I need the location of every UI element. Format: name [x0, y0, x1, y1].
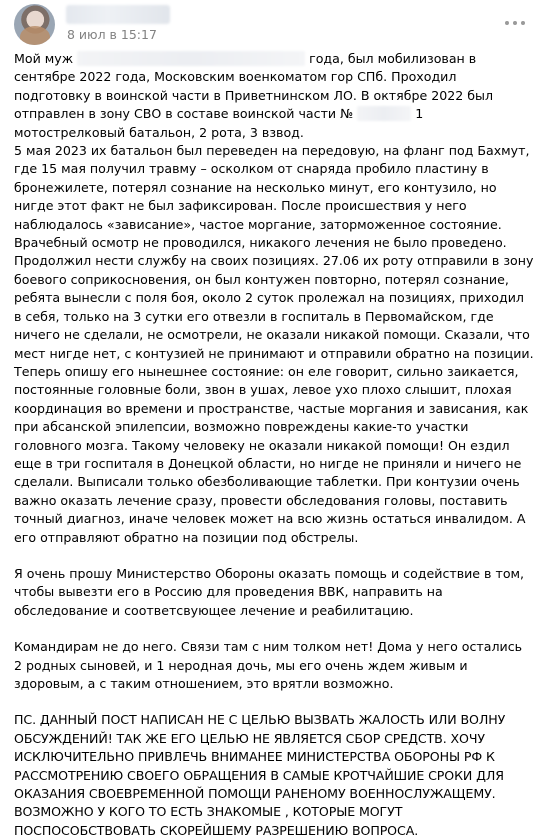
text-part: Мой муж: [14, 51, 74, 66]
dot: [505, 21, 509, 25]
dot: [513, 21, 517, 25]
post-date[interactable]: 8 июл в 15:17: [67, 27, 157, 42]
text-part: 5 мая 2023 их батальон был переведен на передовую, на фланг под Бахмут, где 15 мая получил травму – осколком от снаряда пробило пластину в бронежилете, потерял сознание на несколько минут, его контузило, но нигде этот факт не был зафиксирован. После происшествия у него наблюдалось «зависание», частое моргание, заторможенное состояние. Врачебный осмотр не проводился, никакого лечения не было проведено. Продолжил нести службу на своих позициях. 27.06 их роту отправили в зону боевого соприкосновения, он был контужен повторно, потерял сознание, ребята вынесли с поля боя, около 2 суток пролежал на позициях, приходил в себя, только на 3 сутки его отвезли в госпиталь в Первомайском, где ничего не сделали, не осмотрели, не оказали никакой помощи. Сказали, что мест нигде нет, с контузией не принимают и отправили обратно на позиции. Теперь опишу его нынешнее состояние: он еле говорит, сильно заикается, постоянные головные боли, звон в ушах, левое ухо плохо слышит, плохая координация во времени и пространстве, частые моргания и зависания, как при абсанской эпилепсии, возможно повреждены какие-то участки головного мозга. Такому человеку не оказали никакой помощи! Он ездил еще в три госпиталя в Донецкой области, но нигде не приняли и ничего не сделали. Выписали только обезболивающие таблетки. При контузии очень важно оказать лечение сразу, провести обследования головы, поставить точный диагноз, иначе человек может на всю жизнь остаться инвалидом. А его отправляют обратно на позиции под обстрелы.: [14, 143, 534, 545]
more-horizontal-icon[interactable]: [505, 18, 525, 28]
paragraph-2: Я очень прошу Министерство Обороны оказать помощь и содействие в том, чтобы вывезти его в Россию для проведения ВВК, направить на обследование и соответсвующее лечение и реабилитацию.: [14, 565, 525, 618]
paragraph-3: Командирам не до него. Связи там с ним толком нет! Дома у него остались 2 родных сыновей, и 1 неродная дочь, мы его очень ждем живым и здоровым, а с таким отношением, это врятли возможно.: [14, 639, 523, 691]
author-name-redacted[interactable]: [66, 5, 170, 24]
text-part: 1 мотострелковый батальон, 2 рота, 3 взвод.: [14, 106, 424, 140]
avatar[interactable]: [14, 4, 55, 45]
redacted-text: [357, 106, 411, 121]
redacted-text: [77, 51, 305, 66]
dot: [521, 21, 525, 25]
post-text: [14, 50, 534, 840]
text-part: года, был мобилизован в сентябре 2022 года, Московским военкоматом гор СПб. Проходил подготовку в воинской части в Приветнинском ЛО. В октябре 2022 был отправлен в зону СВО в составе воинской части №: [14, 51, 494, 122]
paragraph-1: [14, 50, 534, 547]
paragraph-4: ПС. ДАННЫЙ ПОСТ НАПИСАН НЕ С ЦЕЛЬЮ ВЫЗВАТЬ ЖАЛОСТЬ ИЛИ ВОЛНУ ОБСУЖДЕНИЙ! ТАК ЖЕ ЕГО ЦЕЛЬЮ НЕ ЯВЛЯЕТСЯ СБОР СРЕДСТВ. ХОЧУ ИСКЛЮЧИТЕЛЬНО ПРИВЛЕЧЬ ВНИМАНЕЕ МИНИСТЕРСТВА ОБОРОНЫ РФ К РАССМОТРЕНИЮ СВОЕГО ОБРАЩЕНИЯ В САМЫЕ КРОТЧАЙШИЕ СРОКИ ДЛЯ ОКАЗАНИЯ СВОЕВРЕМЕННОЙ ПОМОЩИ РАНЕНОМУ ВОЕННОСЛУЖАЩЕМУ. ВОЗМОЖНО У КОГО ТО ЕСТЬ ЗНАКОМЫЕ , КОТОРЫЕ МОГУТ ПОСПОСОБСТВОВАТЬ СКОРЕЙШЕМУ РАЗРЕШЕНИЮ ВОПРОСА.: [14, 712, 506, 838]
